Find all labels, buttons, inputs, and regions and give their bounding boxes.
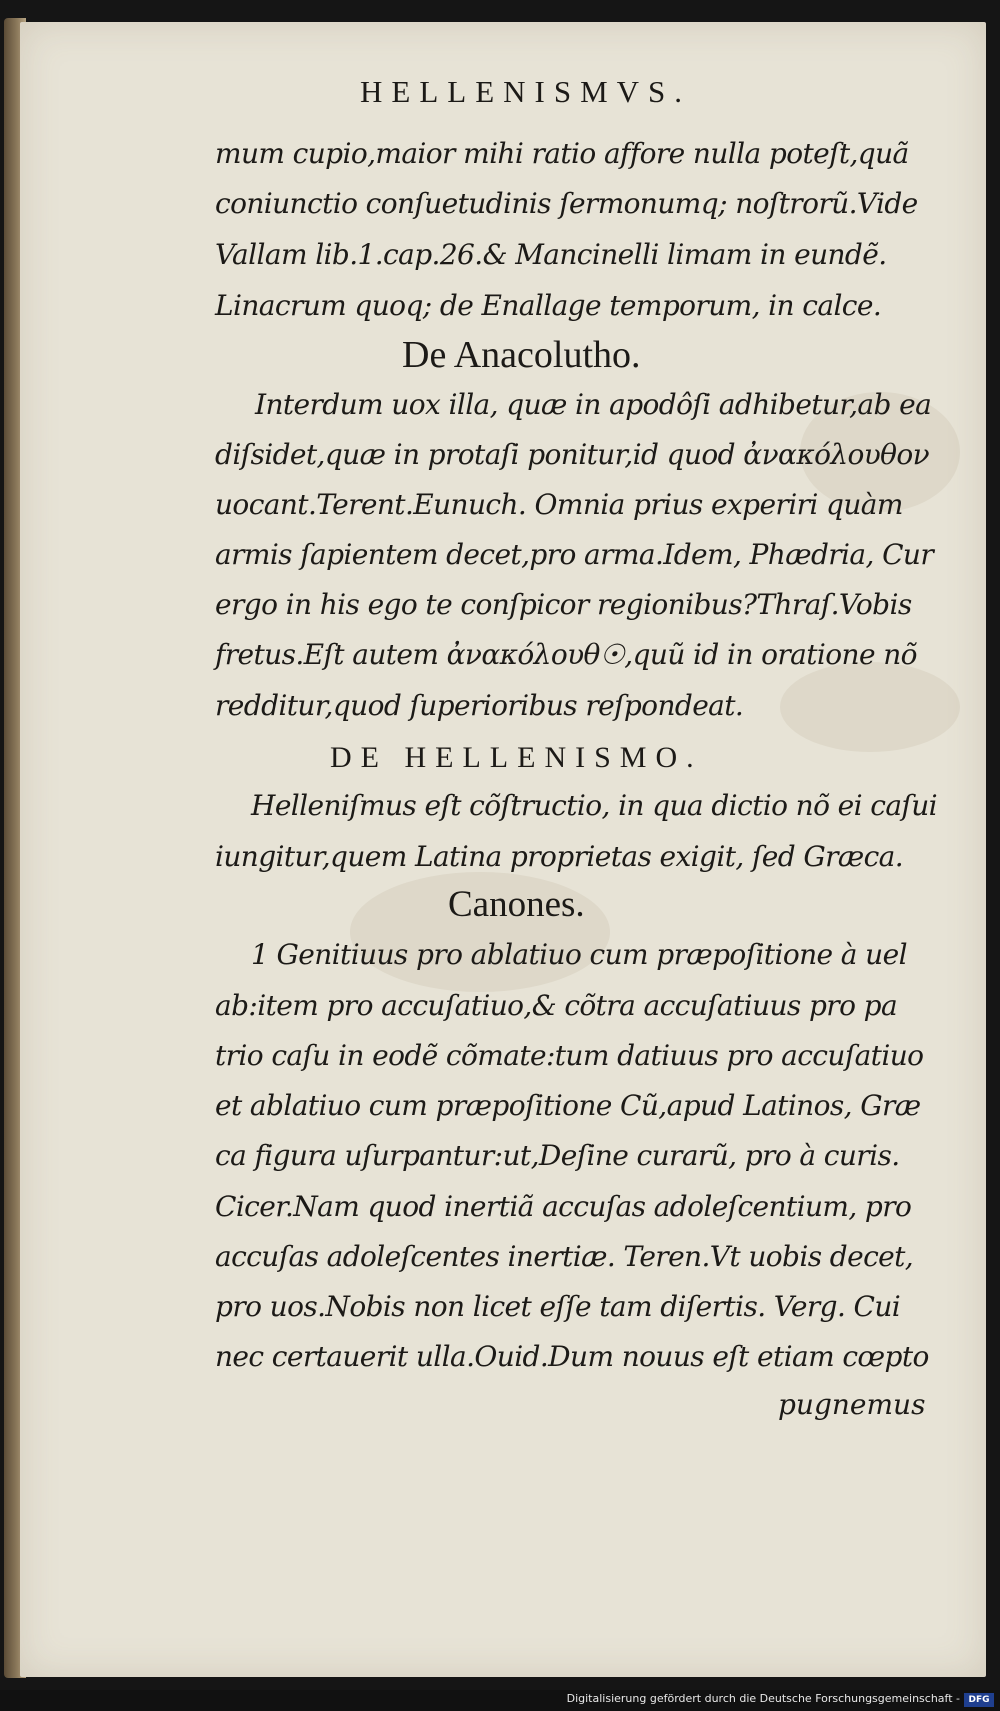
footer-credit: Digitalisierung gefördert durch die Deutsche Forschungsgemeinschaft - — [566, 1692, 960, 1705]
text-line: armis ſapientem decet,pro arma.Idem, Phædria, Cur — [215, 538, 934, 571]
text-line: ab:item pro accuſatiuo,& cõtra accuſatiuus pro pa — [215, 989, 898, 1022]
text-line: nec certauerit ulla.Ouid.Dum nouus eſt etiam cœpto — [215, 1340, 929, 1373]
text-line: accuſas adoleſcentes inertiæ. Teren.Vt uobis decet, — [215, 1240, 914, 1273]
text-line: pro uos.Nobis non licet eſſe tam diſertis. Verg. Cui — [215, 1290, 901, 1323]
text-line: iungitur,quem Latina proprietas exigit, ſed Græca. — [215, 840, 904, 873]
text-line: coniunctio conſuetudinis ſermonumq; noſtrorũ.Vide — [215, 187, 918, 220]
dfg-logo-icon: DFG — [964, 1693, 994, 1707]
text-line: 1 Genitiuus pro ablatiuo cum præpoſitione à uel — [251, 938, 907, 971]
text-line: diſsidet,quæ in protaſi ponitur,id quod ἀνακόλουθον — [215, 438, 930, 471]
text-line: Interdum uox illa, quæ in apodôſi adhibetur,ab ea — [255, 388, 932, 421]
catchword: pugnemus — [778, 1388, 926, 1421]
text-line: ca figura uſurpantur:ut,Deſine curarũ, pro à curis. — [215, 1139, 900, 1172]
text-line: ergo in his ego te conſpicor regionibus?Thraſ.Vobis — [215, 588, 912, 621]
section-heading-canones: Canones. — [448, 884, 585, 925]
text-line: Linacrum quoq; de Enallage temporum, in calce. — [215, 289, 882, 322]
text-line: Cicer.Nam quod inertiã accuſas adoleſcentium, pro — [215, 1190, 912, 1223]
text-line: uocant.Terent.Eunuch. Omnia prius experiri quàm — [215, 488, 903, 521]
text-line: Helleniſmus eſt cõſtructio, in qua dictio nõ ei caſui — [251, 789, 937, 822]
text-line: trio caſu in eodẽ cõmate:tum datiuus pro accuſatiuo — [215, 1039, 924, 1072]
text-line: mum cupio,maior mihi ratio afforе nulla poteſt,quã — [215, 137, 909, 170]
footer-bar — [0, 1690, 1000, 1711]
paper-stain — [780, 662, 960, 752]
section-heading-anacolutho: De Anacolutho. — [402, 334, 641, 376]
text-line: Vallam lib.1.cap.26.& Mancinelli limam in eundẽ. — [215, 238, 887, 271]
text-line: et ablatiuo cum præpoſitione Cũ,apud Latinos, Græ — [215, 1089, 921, 1122]
section-heading-hellenismo: DE HELLENISMO. — [330, 741, 703, 774]
running-head: HELLENISMVS. — [360, 74, 692, 109]
text-line: fretus.Eſt autem ἀνακόλουθ☉,quũ id in oratione nõ — [215, 638, 917, 671]
text-line: redditur,quod ſuperioribus reſpondeat. — [215, 689, 744, 722]
